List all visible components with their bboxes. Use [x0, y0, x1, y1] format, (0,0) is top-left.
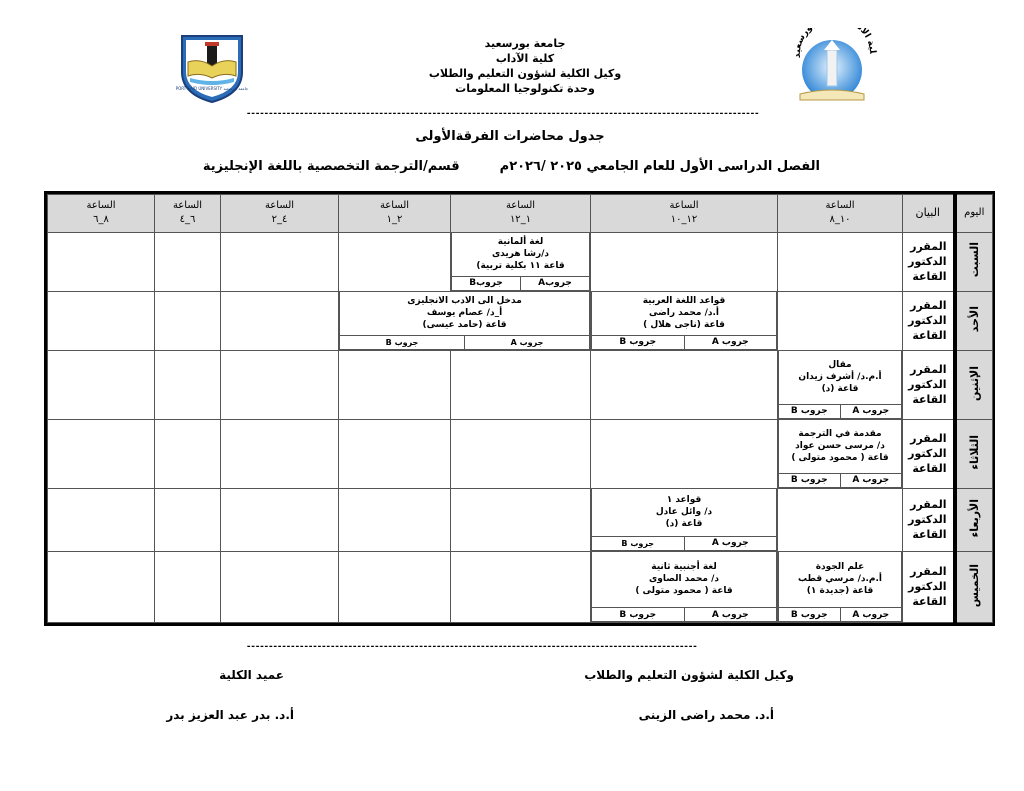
- group-a: جروب A: [840, 404, 902, 418]
- empty-cell: [591, 232, 778, 291]
- session-cell: مقدمة في الترجمة د/ مرسى حسن عواد قاعة ( محمود متولى ) جروب A جروب B: [778, 419, 903, 488]
- empty-cell: [778, 488, 903, 551]
- empty-cell: [339, 551, 451, 622]
- vice-dean-name: أ.د. محمد راضى الزينى: [638, 708, 774, 722]
- bayan-cell: المقرر الدكتور القاعة: [903, 291, 955, 350]
- day-cell: الأحد: [955, 291, 993, 350]
- empty-cell: [155, 232, 221, 291]
- empty-cell: [155, 551, 221, 622]
- semester-label: الفصل الدراسى الأول للعام الجامعي ٢٠٢٥ /٢٠٢٦م: [499, 159, 820, 174]
- day-cell: الإثنين: [955, 350, 993, 419]
- empty-cell: [155, 419, 221, 488]
- group-b: جروب B: [340, 335, 465, 349]
- bayan-column-header: البيان: [903, 195, 955, 233]
- empty-cell: [451, 488, 591, 551]
- university-name: جامعة بورسعيد: [484, 37, 566, 50]
- empty-cell: [591, 350, 778, 419]
- empty-cell: [451, 551, 591, 622]
- day-column-header: اليوم: [955, 195, 993, 233]
- group-a: جروبA: [521, 276, 590, 290]
- group-a: جروب A: [840, 473, 902, 487]
- group-b: جروب B: [779, 608, 841, 622]
- table-row: [48, 291, 993, 350]
- empty-cell: [339, 488, 451, 551]
- slot-header: الساعة ٦_٤: [155, 195, 221, 233]
- day-cell: الخميس: [955, 551, 993, 622]
- session-cell: لغة أجنبية ثانية د/ محمد الصاوى قاعة ( محمود متولى ) جروب A جروب B: [591, 551, 778, 622]
- empty-cell: [778, 291, 903, 350]
- group-b: جروب B: [592, 335, 685, 349]
- empty-cell: [339, 232, 451, 291]
- slot-header: الساعة ٢_١: [339, 195, 451, 233]
- group-b: جروبB: [452, 276, 521, 290]
- session-cell: قواعد ١ د/ وائل عادل قاعة (د) جروب A جروب B: [591, 488, 778, 551]
- empty-cell: [48, 291, 155, 350]
- empty-cell: [778, 232, 903, 291]
- slot-header: الساعة ١٠_٨: [778, 195, 903, 233]
- empty-cell: [339, 350, 451, 419]
- empty-cell: [221, 291, 339, 350]
- group-b: جروب B: [592, 608, 685, 622]
- day-cell: الثلاثاء: [955, 419, 993, 488]
- empty-cell: [48, 350, 155, 419]
- schedule-table: [44, 191, 995, 626]
- port-said-university-logo: [176, 32, 248, 104]
- empty-cell: [221, 488, 339, 551]
- empty-cell: [221, 419, 339, 488]
- bayan-cell: المقرر الدكتور القاعة: [903, 419, 955, 488]
- dean-name: أ.د. بدر عبد العزيز بدر: [166, 708, 294, 722]
- session-cell: مدخل الى الادب الانجليزى أ_د/ عصام يوسف قاعة (حامد عيسى) جروب A جروب B: [339, 291, 591, 350]
- empty-cell: [221, 551, 339, 622]
- empty-cell: [155, 350, 221, 419]
- table-row: [48, 419, 993, 488]
- faculty-of-arts-logo: [790, 28, 880, 108]
- logo-arc-text: لية الآداب ورسعيد: [792, 28, 878, 59]
- header-divider: --------------------------------------------------------------------------------------------------------------------: [246, 109, 759, 119]
- group-b: جروب B: [592, 536, 685, 550]
- vice-dean-title: وكيل الكلية لشؤون التعليم والطلاب: [584, 668, 794, 682]
- table-row: [48, 350, 993, 419]
- empty-cell: [221, 350, 339, 419]
- bayan-cell: المقرر الدكتور القاعة: [903, 488, 955, 551]
- session-cell: لغة ألمانية د/رشا هريدى قاعة ١١ بكلية تربية) جروبA جروبB: [451, 232, 591, 291]
- empty-cell: [451, 419, 591, 488]
- table-row: [48, 232, 993, 291]
- empty-cell: [48, 419, 155, 488]
- group-a: جروب A: [684, 335, 777, 349]
- empty-cell: [155, 291, 221, 350]
- logo-text: PORT SAID UNIVERSITY جامعة بورسعيد: [176, 86, 248, 91]
- session-cell: قواعد اللغة العربية أ.د/ محمد راضى قاعة (ناجى هلال ) جروب A جروب B: [591, 291, 778, 350]
- footer-divider: ------------------------------------------------------------------------------------------------------: [246, 642, 697, 652]
- bayan-cell: المقرر الدكتور القاعة: [903, 232, 955, 291]
- empty-cell: [451, 350, 591, 419]
- empty-cell: [48, 232, 155, 291]
- faculty-name: كلية الآداب: [495, 52, 555, 65]
- bayan-cell: المقرر الدكتور القاعة: [903, 350, 955, 419]
- day-cell: السبت: [955, 232, 993, 291]
- institution-header: [400, 36, 650, 96]
- group-a: جروب A: [840, 608, 902, 622]
- group-a: جروب A: [684, 608, 777, 622]
- empty-cell: [48, 551, 155, 622]
- session-cell: مقال أ.م.د/ أشرف زيدان قاعة (د) جروب A جروب B: [778, 350, 903, 419]
- slot-header: الساعة ٨_٦: [48, 195, 155, 233]
- empty-cell: [48, 488, 155, 551]
- slot-header: الساعة ٤_٢: [221, 195, 339, 233]
- dean-title: عميد الكلية: [219, 668, 284, 682]
- table-header-row: [48, 195, 993, 233]
- session-cell: علم الجودة أ.م.د/ مرسي قطب قاعة (جديدة ١) جروب A جروب B: [778, 551, 903, 622]
- department-label: قسم/الترجمة التخصصية باللغة الإنجليزية: [202, 159, 460, 174]
- group-a: جروب A: [684, 536, 777, 550]
- slot-header: الساعة ١٢_١٠: [591, 195, 778, 233]
- bayan-cell: المقرر الدكتور القاعة: [903, 551, 955, 622]
- empty-cell: [339, 419, 451, 488]
- empty-cell: [155, 488, 221, 551]
- group-a: جروب A: [465, 335, 590, 349]
- day-cell: الأربعاء: [955, 488, 993, 551]
- table-row: [48, 488, 993, 551]
- schedule-title: جدول محاضرات الفرقةالأولى: [415, 129, 605, 144]
- table-row: [48, 551, 993, 622]
- schedule-subtitle: [202, 159, 820, 174]
- slot-header: الساعة ١_١٢: [451, 195, 591, 233]
- vice-dean-office: وكيل الكلية لشؤون التعليم والطلاب: [428, 67, 622, 80]
- it-unit: وحدة تكنولوجيا المعلومات: [455, 82, 595, 95]
- empty-cell: [221, 232, 339, 291]
- group-b: جروب B: [779, 473, 841, 487]
- empty-cell: [591, 419, 778, 488]
- group-b: جروب B: [779, 404, 841, 418]
